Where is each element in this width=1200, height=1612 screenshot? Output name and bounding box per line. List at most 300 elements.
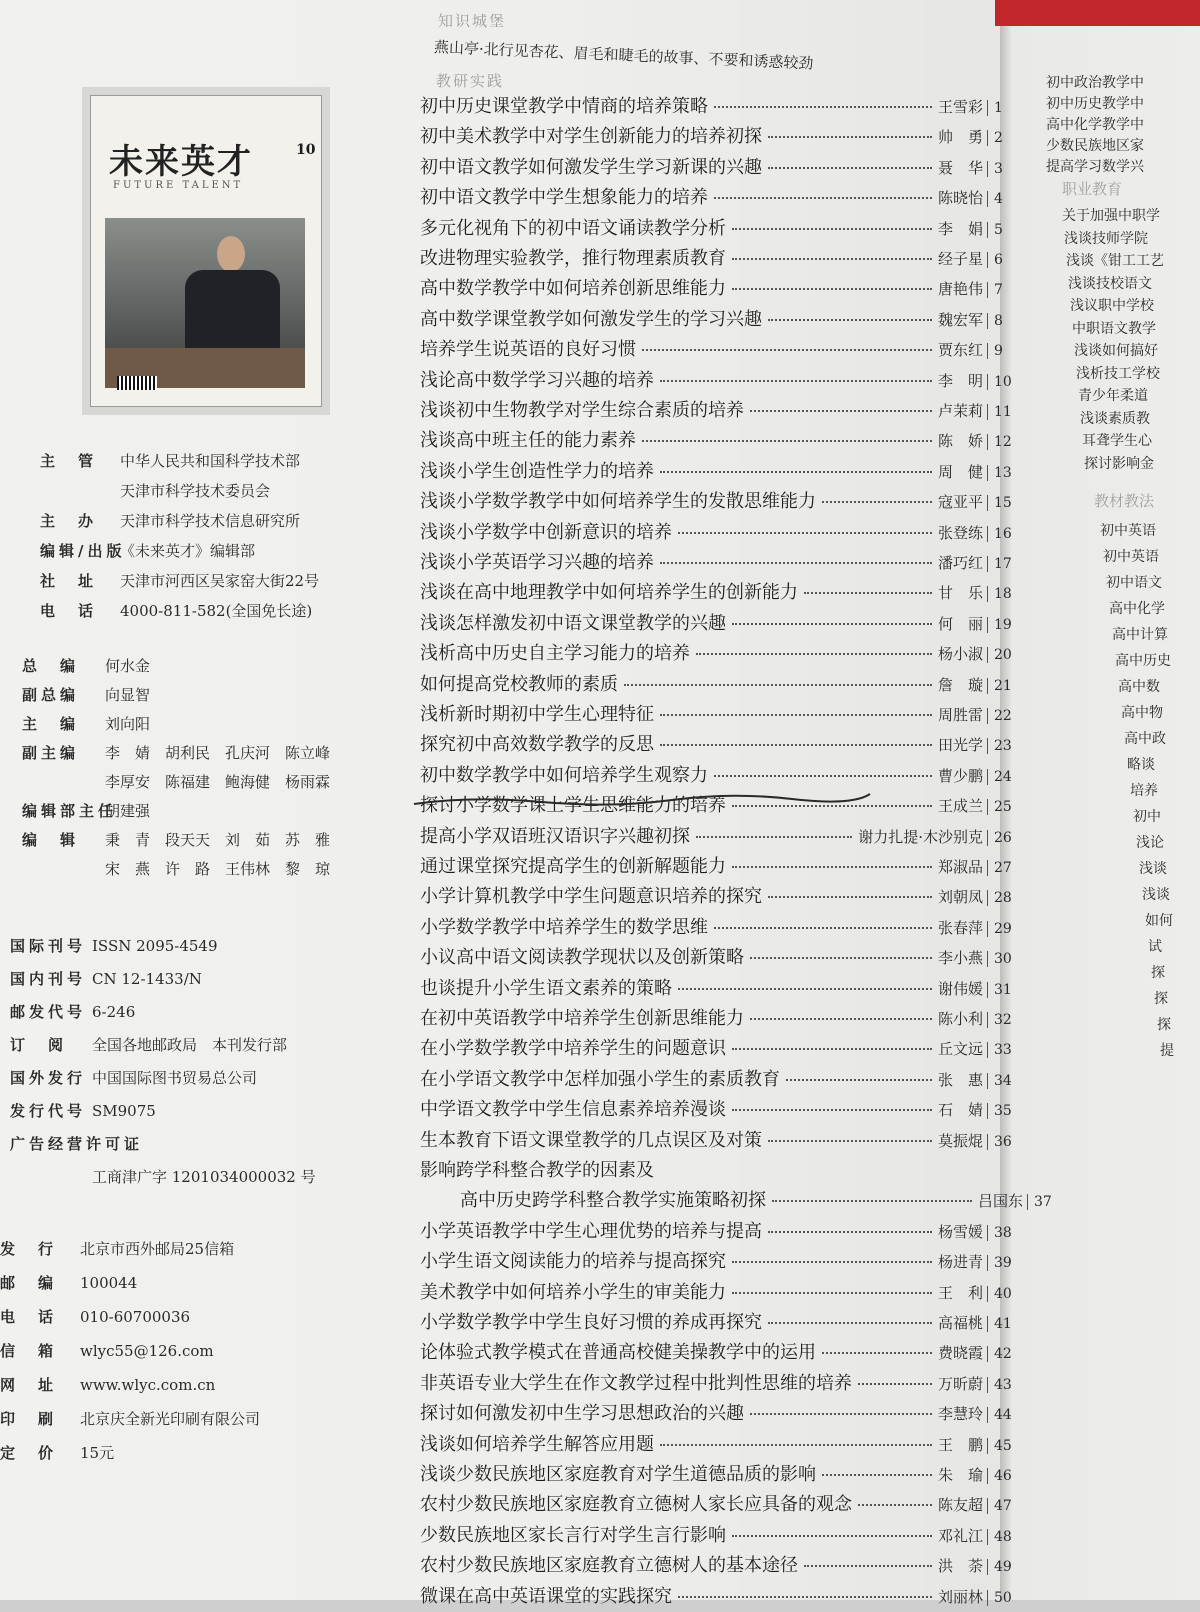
toc-leader-dots bbox=[678, 532, 932, 534]
toc-entry[interactable] bbox=[420, 122, 1030, 152]
editor-value: 向显智 bbox=[105, 686, 151, 704]
right-page-line: 浅谈 bbox=[1142, 887, 1170, 903]
toc-entry-title: 探究初中高效数学教学的反思 bbox=[420, 734, 654, 756]
toc-entry-page: 32 bbox=[987, 1012, 1030, 1028]
toc-leader-dots bbox=[768, 896, 932, 898]
toc-entry-author: 魏宏军 bbox=[937, 310, 983, 329]
toc-leader-dots bbox=[732, 258, 932, 260]
toc-entry-title: 培养学生说英语的良好习惯 bbox=[420, 339, 636, 361]
toc-entry-title: 浅论高中数学学习兴趣的培养 bbox=[420, 369, 654, 391]
toc-entry-title: 小议高中语文阅读教学现状以及创新策略 bbox=[420, 947, 744, 969]
toc-entry-author: 曹少鹏 bbox=[937, 766, 983, 785]
toc-entry[interactable] bbox=[420, 548, 1030, 578]
toc-entry-author: 王雪彩 bbox=[937, 98, 983, 116]
toc-entry-title: 高中数学教学中如何培养创新思维能力 bbox=[420, 278, 726, 300]
toc-entry-page: 47 bbox=[987, 1498, 1030, 1514]
toc-leader-dots bbox=[732, 623, 932, 625]
toc-leader-dots bbox=[660, 744, 932, 746]
right-page-line: 初中英语 bbox=[1103, 549, 1159, 565]
toc-leader-dots bbox=[732, 1109, 932, 1111]
toc-entry[interactable] bbox=[420, 1065, 1030, 1095]
toc-entry-title: 微课在高中英语课堂的实践探究 bbox=[420, 1585, 672, 1607]
editor-label: 主 编 bbox=[22, 715, 80, 733]
toc-entry-author: 李 明 bbox=[937, 371, 983, 390]
toc-entry-title: 生本教育下语文课堂教学的几点误区及对策 bbox=[420, 1129, 762, 1151]
toc-leader-dots bbox=[678, 988, 932, 990]
toc-entry[interactable] bbox=[420, 426, 1030, 456]
toc-entry-title: 浅谈小学数学教学中如何培养学生的发散思维能力 bbox=[420, 491, 816, 513]
masthead-row bbox=[40, 540, 255, 561]
toc-entry[interactable] bbox=[420, 578, 1030, 608]
contact-label: 信 箱 bbox=[0, 1342, 58, 1360]
toc-leader-dots bbox=[714, 775, 932, 777]
toc-leader-dots bbox=[786, 1079, 932, 1081]
toc-entry-page: 23 bbox=[987, 738, 1030, 754]
right-page-line: 试 bbox=[1148, 939, 1162, 955]
toc-entry-title: 浅谈高中班主任的能力素养 bbox=[420, 430, 636, 452]
right-page-line: 中职语文教学 bbox=[1072, 320, 1156, 337]
toc-entry[interactable] bbox=[420, 244, 1030, 274]
toc-entry[interactable] bbox=[420, 1521, 1030, 1551]
toc-entry[interactable] bbox=[460, 1186, 1070, 1216]
handwritten-underline bbox=[412, 790, 872, 812]
toc-entry-page: 17 bbox=[987, 556, 1030, 572]
publishing-value: ISSN 2095-4549 bbox=[92, 937, 218, 955]
toc-entry-author: 洪 荼 bbox=[937, 1557, 983, 1576]
contact-value[interactable]: wlyc55@126.com bbox=[80, 1342, 214, 1360]
toc-entry-title: 影响跨学科整合教学的因素及 bbox=[420, 1160, 654, 1181]
toc-leader-dots bbox=[768, 1322, 932, 1324]
toc-entry[interactable] bbox=[420, 1338, 1030, 1368]
toc-entry[interactable] bbox=[420, 305, 1030, 335]
toc-entry-title: 非英语专业大学生在作文教学过程中批判性思维的培养 bbox=[420, 1372, 852, 1394]
toc-entry-title: 改进物理实验教学，推行物理素质教育 bbox=[420, 248, 726, 269]
toc-entry[interactable] bbox=[420, 396, 1030, 426]
contact-label: 发 行 bbox=[0, 1240, 58, 1258]
toc-entry-author: 卢茉莉 bbox=[937, 402, 983, 420]
toc-entry-title: 中学语文教学中学生信息素养培养漫谈 bbox=[420, 1099, 726, 1121]
toc-entry-author: 周胜雷 bbox=[937, 706, 983, 724]
toc-entry[interactable] bbox=[420, 92, 1030, 122]
toc-entry-page: 11 bbox=[987, 404, 1030, 420]
toc-leader-dots bbox=[732, 866, 932, 868]
right-page-line: 浅谈《钳工工艺 bbox=[1066, 253, 1164, 269]
toc-entry-title: 浅谈小学英语学习兴趣的培养 bbox=[420, 552, 654, 573]
toc-entry-page: 39 bbox=[987, 1255, 1030, 1271]
masthead-value: 4000-811-582(全国免长途) bbox=[120, 602, 313, 620]
toc-entry-page: 3 bbox=[987, 161, 1030, 177]
contact-row bbox=[0, 1374, 215, 1395]
editor-value: 何水金 bbox=[105, 657, 151, 675]
toc-entry-title: 初中美术教学中对学生创新能力的培养初探 bbox=[420, 126, 762, 148]
toc-entry-author: 王 鹏 bbox=[937, 1435, 983, 1454]
toc-entry[interactable] bbox=[420, 1156, 1030, 1186]
toc-leader-dots bbox=[858, 1504, 932, 1506]
contact-label: 网 址 bbox=[0, 1376, 58, 1394]
toc-entry-author: 刘丽林 bbox=[937, 1587, 983, 1606]
contact-value: 15元 bbox=[80, 1444, 115, 1462]
toc-leader-dots bbox=[804, 592, 932, 594]
editor-row bbox=[22, 742, 330, 763]
toc-entry[interactable] bbox=[420, 457, 1030, 487]
right-page-line: 探 bbox=[1157, 1017, 1171, 1033]
toc-entry-author: 李小燕 bbox=[937, 949, 983, 968]
toc-entry-author: 丘文远 bbox=[937, 1040, 983, 1059]
toc-entry[interactable] bbox=[420, 609, 1030, 639]
toc-leader-dots bbox=[822, 1474, 932, 1476]
toc-leader-dots bbox=[858, 1383, 932, 1385]
toc-entry[interactable] bbox=[420, 1034, 1030, 1064]
masthead-value: 天津市科学技术委员会 bbox=[120, 482, 271, 500]
toc-entry-page: 20 bbox=[987, 647, 1030, 663]
toc-entry-author: 张登练 bbox=[937, 523, 983, 542]
toc-leader-dots bbox=[660, 1444, 932, 1446]
toc-entry[interactable] bbox=[420, 214, 1030, 244]
publishing-row bbox=[10, 1133, 144, 1154]
publishing-value: 中国国际图书贸易总公司 bbox=[92, 1069, 258, 1087]
toc-entry-page: 37 bbox=[1027, 1194, 1070, 1210]
publishing-label: 国际刊号 bbox=[10, 937, 87, 955]
toc-entry-author: 寇亚平 bbox=[937, 493, 983, 512]
contact-label: 印 刷 bbox=[0, 1410, 58, 1428]
toc-leader-dots bbox=[750, 410, 932, 412]
toc-entry-page: 28 bbox=[987, 890, 1030, 906]
toc-entry[interactable] bbox=[420, 518, 1030, 548]
right-page-line: 高中化学 bbox=[1109, 601, 1165, 617]
toc-entry-title: 高中数学课堂教学如何激发学生的学习兴趣 bbox=[420, 308, 762, 330]
toc-entry[interactable] bbox=[420, 852, 1030, 882]
publishing-row bbox=[10, 968, 202, 989]
masthead-label: 电 话 bbox=[40, 602, 98, 620]
toc-entry-author: 陈 娇 bbox=[937, 432, 983, 451]
toc-leader-dots bbox=[696, 653, 932, 655]
toc-entry-page: 40 bbox=[987, 1286, 1030, 1302]
toc-entry-page: 30 bbox=[987, 951, 1030, 967]
toc-entry-title: 浅谈初中生物教学对学生综合素质的培养 bbox=[420, 400, 744, 421]
toc-entry-title: 也谈提升小学生语文素养的策略 bbox=[420, 977, 672, 999]
contact-row bbox=[0, 1408, 260, 1429]
toc-entry[interactable] bbox=[420, 1430, 1030, 1460]
toc-entry-title: 如何提高党校教师的素质 bbox=[420, 673, 618, 695]
toc-entry[interactable] bbox=[420, 761, 1030, 791]
toc-entry-page: 41 bbox=[987, 1316, 1030, 1332]
editor-label: 副总编 bbox=[22, 686, 80, 704]
toc-entry-title: 浅谈在高中地理教学中如何培养学生的创新能力 bbox=[420, 582, 798, 604]
toc-entry-author: 吕国东 bbox=[977, 1192, 1023, 1211]
right-page-line: 初中历史教学中 bbox=[1046, 96, 1144, 112]
toc-leader-dots bbox=[768, 167, 932, 169]
toc-entry-author: 谢力扎提·木沙别克 bbox=[858, 827, 983, 846]
toc-entry-page: 16 bbox=[987, 526, 1030, 542]
toc-entry[interactable] bbox=[420, 943, 1030, 973]
editor-label: 副主编 bbox=[22, 744, 80, 762]
toc-entry[interactable] bbox=[420, 1247, 1030, 1277]
toc-entry-page: 36 bbox=[987, 1134, 1030, 1150]
toc-entry-author: 陈友超 bbox=[937, 1496, 983, 1515]
toc-entry[interactable] bbox=[420, 153, 1030, 183]
toc-entry-author: 郑淑品 bbox=[937, 858, 983, 876]
person-head bbox=[217, 236, 245, 272]
toc-entry-author: 陈晓怡 bbox=[937, 189, 983, 208]
toc-entry[interactable] bbox=[420, 700, 1030, 730]
toc-entry[interactable] bbox=[420, 822, 1030, 852]
contact-value: 010-60700036 bbox=[80, 1308, 191, 1326]
toc-entry[interactable] bbox=[420, 1308, 1030, 1338]
toc-entry-page: 31 bbox=[987, 982, 1030, 998]
right-page-line: 高中计算 bbox=[1112, 627, 1168, 643]
right-page-line: 探讨影响金 bbox=[1084, 455, 1154, 472]
masthead-label: 主 办 bbox=[40, 512, 98, 530]
contact-label: 邮 编 bbox=[0, 1274, 58, 1292]
toc-entry-author: 高福桃 bbox=[937, 1314, 983, 1332]
toc-entry-author: 刘朝凤 bbox=[937, 888, 983, 907]
toc-entry[interactable] bbox=[420, 1399, 1030, 1429]
masthead-label: 主 管 bbox=[40, 452, 98, 470]
editor-value: 李 婧 胡利民 孔庆河 陈立峰 bbox=[105, 744, 331, 762]
toc-entry-page: 45 bbox=[987, 1438, 1030, 1454]
toc-entry-page: 33 bbox=[987, 1042, 1030, 1058]
toc-entry[interactable] bbox=[420, 974, 1030, 1004]
right-page-line: 浅谈技师学院 bbox=[1064, 230, 1148, 247]
publishing-value: CN 12-1433/N bbox=[92, 970, 202, 988]
publishing-row bbox=[10, 1100, 156, 1121]
toc-entry[interactable] bbox=[420, 1490, 1030, 1520]
toc-leader-dots bbox=[660, 562, 932, 564]
right-page-line: 耳聋学生心 bbox=[1082, 433, 1152, 449]
toc-entry[interactable] bbox=[420, 183, 1030, 213]
toc-leader-dots bbox=[750, 1018, 932, 1020]
toc-entry[interactable] bbox=[420, 487, 1030, 517]
right-page-line: 探 bbox=[1154, 991, 1168, 1007]
toc-entry-page: 6 bbox=[987, 252, 1030, 268]
toc-entry-page: 5 bbox=[987, 222, 1030, 238]
toc-entry-author: 何 丽 bbox=[937, 614, 983, 633]
toc-entry[interactable] bbox=[420, 1460, 1030, 1490]
toc-entry-author: 费晓霞 bbox=[937, 1344, 983, 1363]
toc-entry[interactable] bbox=[420, 1278, 1030, 1308]
toc-entry-page: 43 bbox=[987, 1377, 1030, 1393]
toc-entry-title: 农村少数民族地区家庭教育立德树人的基本途径 bbox=[420, 1555, 798, 1577]
section-heading-jiaoyan: 教研实践 bbox=[436, 72, 505, 90]
masthead-label: 社 址 bbox=[40, 572, 98, 590]
toc-entry[interactable] bbox=[420, 882, 1030, 912]
toc-entry-author: 石 婧 bbox=[937, 1101, 983, 1120]
contact-label: 电 话 bbox=[0, 1308, 58, 1326]
red-cover-edge bbox=[995, 0, 1200, 26]
right-page-line: 初中英语 bbox=[1100, 523, 1156, 539]
toc-entry-page: 50 bbox=[987, 1590, 1030, 1606]
cover-thumbnail bbox=[90, 95, 322, 407]
toc-entry-page: 26 bbox=[987, 830, 1030, 846]
toc-entry-title: 论体验式教学模式在普通高校健美操教学中的运用 bbox=[420, 1342, 816, 1364]
masthead-value: 天津市科学技术信息研究所 bbox=[120, 512, 301, 530]
right-page-line: 如何 bbox=[1145, 913, 1173, 929]
toc-entry[interactable] bbox=[420, 730, 1030, 760]
person-body bbox=[185, 270, 280, 350]
toc-entry-author: 陈小利 bbox=[937, 1010, 983, 1028]
toc-entry-author: 周 健 bbox=[937, 462, 983, 481]
toc-entry[interactable] bbox=[420, 670, 1030, 700]
toc-entry-title: 小学数学教学中培养学生的数学思维 bbox=[420, 916, 708, 938]
toc-leader-dots bbox=[642, 440, 932, 442]
editor-row bbox=[22, 684, 150, 705]
toc-entry-page: 2 bbox=[987, 130, 1030, 146]
toc-entry-page: 24 bbox=[987, 769, 1030, 785]
contact-row bbox=[0, 1272, 137, 1293]
publishing-label: 国内刊号 bbox=[10, 970, 87, 988]
toc-entry-page: 34 bbox=[987, 1073, 1030, 1089]
toc-leader-dots bbox=[732, 228, 932, 230]
toc-entry-title: 初中语文教学中学生想象能力的培养 bbox=[420, 187, 708, 209]
toc-entry-page: 1 bbox=[987, 100, 1030, 116]
right-page-line: 高中历史 bbox=[1115, 653, 1171, 669]
toc-entry-title: 小学英语教学中学生心理优势的培养与提高 bbox=[420, 1220, 762, 1242]
toc-leader-dots bbox=[768, 1140, 932, 1142]
toc-entry-page: 21 bbox=[987, 678, 1030, 694]
toc-leader-dots bbox=[772, 1200, 972, 1202]
publishing-row bbox=[10, 1166, 316, 1187]
toc-entry[interactable] bbox=[420, 1551, 1030, 1581]
toc-entry-title: 多元化视角下的初中语文诵读教学分析 bbox=[420, 217, 726, 239]
editor-value: 宋 燕 许 路 王伟林 黎 琼 bbox=[105, 860, 331, 878]
toc-entry-page: 35 bbox=[987, 1103, 1030, 1119]
masthead-label: 编辑/出版 bbox=[40, 542, 126, 560]
toc-entry-author: 甘 乐 bbox=[937, 584, 983, 603]
toc-entry[interactable] bbox=[420, 1095, 1030, 1125]
toc-entry-author: 聂 华 bbox=[937, 158, 983, 177]
toc-leader-dots bbox=[624, 684, 932, 686]
toc-entry-author: 谢伟媛 bbox=[937, 979, 983, 998]
editor-value: 刘向阳 bbox=[105, 715, 151, 733]
toc-entry-author: 张 惠 bbox=[937, 1070, 983, 1089]
toc-entry-author: 帅 勇 bbox=[937, 128, 983, 147]
toc-entry-title: 浅谈少数民族地区家庭教育对学生道德品质的影响 bbox=[420, 1464, 816, 1485]
toc-entry[interactable] bbox=[420, 913, 1030, 943]
toc-entry-page: 19 bbox=[987, 617, 1030, 633]
publishing-row bbox=[10, 1034, 287, 1055]
toc-entry-title: 浅谈小学生创造性学力的培养 bbox=[420, 460, 654, 482]
toc-entry-title: 浅谈怎样激发初中语文课堂教学的兴趣 bbox=[420, 612, 726, 634]
toc-entry[interactable] bbox=[420, 1369, 1030, 1399]
publishing-label: 广告经营许可证 bbox=[10, 1135, 144, 1153]
publishing-label: 国外发行 bbox=[10, 1069, 87, 1087]
toc-entry-author: 唐艳伟 bbox=[937, 280, 983, 299]
toc-entry-title: 初中历史课堂教学中情商的培养策略 bbox=[420, 96, 708, 117]
toc-entry-author: 经子星 bbox=[937, 250, 983, 268]
toc-entry-page: 18 bbox=[987, 586, 1030, 602]
toc-leader-dots bbox=[714, 106, 932, 108]
toc-entry-title: 美术教学中如何培养小学生的审美能力 bbox=[420, 1281, 726, 1303]
toc-leader-dots bbox=[642, 349, 932, 351]
masthead-value: 《未来英才》编辑部 bbox=[120, 542, 256, 560]
toc-entry[interactable] bbox=[420, 1004, 1030, 1034]
toc-entry[interactable] bbox=[420, 1582, 1030, 1612]
toc-entry-page: 46 bbox=[987, 1468, 1030, 1484]
toc-entry-title: 探讨小学数学课上学生思维能力的培养 bbox=[420, 795, 726, 817]
toc-leader-dots bbox=[660, 714, 932, 716]
toc-entry-title: 浅析高中历史自主学习能力的培养 bbox=[420, 643, 690, 665]
toc-leader-dots bbox=[696, 836, 852, 838]
toc-entry-title: 通过课堂探究提高学生的创新解题能力 bbox=[420, 856, 726, 877]
editor-value: 李厚安 陈福建 鲍海健 杨雨霖 bbox=[105, 773, 331, 791]
right-page-line: 高中化学教学中 bbox=[1046, 117, 1144, 133]
contact-value[interactable]: www.wlyc.com.cn bbox=[80, 1376, 216, 1394]
toc-leader-dots bbox=[750, 1413, 932, 1415]
editor-value: 秉 青 段天天 刘 茹 苏 雅 bbox=[105, 831, 331, 849]
toc-entry[interactable] bbox=[420, 274, 1030, 304]
publishing-value: 全国各地邮政局 本刊发行部 bbox=[92, 1036, 288, 1054]
contact-row bbox=[0, 1442, 114, 1463]
right-page-line: 略谈 bbox=[1127, 757, 1155, 773]
toc-entry-title: 初中语文教学如何激发学生学习新课的兴趣 bbox=[420, 156, 762, 178]
editor-label: 编辑部主任 bbox=[22, 802, 118, 820]
contact-row bbox=[0, 1238, 234, 1259]
right-section-heading: 职业教育 bbox=[1062, 180, 1123, 198]
right-page-line: 初中语文 bbox=[1106, 575, 1162, 591]
editor-row bbox=[22, 713, 150, 734]
toc-entry[interactable] bbox=[420, 366, 1030, 396]
masthead-row bbox=[40, 510, 300, 531]
toc-leader-dots bbox=[678, 1596, 932, 1598]
contact-value: 100044 bbox=[80, 1274, 138, 1292]
toc-leader-dots bbox=[714, 197, 932, 199]
toc-entry[interactable] bbox=[420, 1126, 1030, 1156]
toc-entry-page: 13 bbox=[987, 465, 1030, 481]
toc-entry-page: 49 bbox=[987, 1559, 1030, 1575]
toc-entry-author: 田光学 bbox=[937, 736, 983, 755]
toc-entry-author: 贾东红 bbox=[937, 341, 983, 360]
toc-entry-page: 27 bbox=[987, 860, 1030, 876]
publishing-value: 6-246 bbox=[92, 1003, 136, 1021]
cover-issue: 10 bbox=[296, 142, 316, 158]
editor-row bbox=[22, 655, 150, 676]
toc-entry-page: 12 bbox=[987, 434, 1030, 450]
right-page-line: 浅谈技校语文 bbox=[1068, 275, 1152, 292]
right-page-line: 浅谈素质教 bbox=[1080, 410, 1150, 427]
toc-entry-author: 邓礼江 bbox=[937, 1526, 983, 1545]
masthead-row bbox=[40, 450, 300, 471]
cover-english-title: FUTURE TALENT bbox=[113, 180, 244, 191]
contact-label: 定 价 bbox=[0, 1444, 58, 1462]
section-knowledge-line: 燕山亭·北行见杏花、眉毛和睫毛的故事、不要和诱惑较劲 bbox=[433, 38, 814, 73]
toc-entry-author: 潘巧红 bbox=[937, 554, 983, 572]
toc-entry[interactable] bbox=[420, 335, 1030, 365]
editor-row bbox=[22, 771, 330, 792]
toc-entry-author: 杨雪媛 bbox=[937, 1222, 983, 1241]
contact-row bbox=[0, 1340, 214, 1361]
toc-leader-dots bbox=[768, 319, 932, 321]
toc-entry-page: 4 bbox=[987, 191, 1030, 207]
toc-entry-title: 在小学数学教学中培养学生的问题意识 bbox=[420, 1038, 726, 1060]
toc-entry-page: 22 bbox=[987, 708, 1030, 724]
cover-photo bbox=[105, 218, 305, 388]
editor-label: 编 辑 bbox=[22, 831, 80, 849]
toc-entry-page: 10 bbox=[987, 374, 1030, 390]
right-page-line: 培养 bbox=[1130, 783, 1158, 799]
contact-value: 北京庆全新光印刷有限公司 bbox=[80, 1410, 261, 1428]
toc-entry-page: 42 bbox=[987, 1346, 1030, 1362]
right-section-heading: 教材教法 bbox=[1094, 492, 1155, 510]
toc-leader-dots bbox=[660, 471, 932, 473]
masthead-row bbox=[40, 600, 312, 621]
toc-entry[interactable] bbox=[420, 1217, 1030, 1247]
toc-entry[interactable] bbox=[420, 639, 1030, 669]
toc-entry-author: 杨进青 bbox=[937, 1253, 983, 1272]
toc-entry-page: 44 bbox=[987, 1407, 1030, 1423]
toc-entry-title: 小学计算机教学中学生问题意识培养的探究 bbox=[420, 886, 762, 908]
cover-title: 未来英才 bbox=[109, 142, 253, 182]
toc-entry-page: 15 bbox=[987, 495, 1030, 511]
